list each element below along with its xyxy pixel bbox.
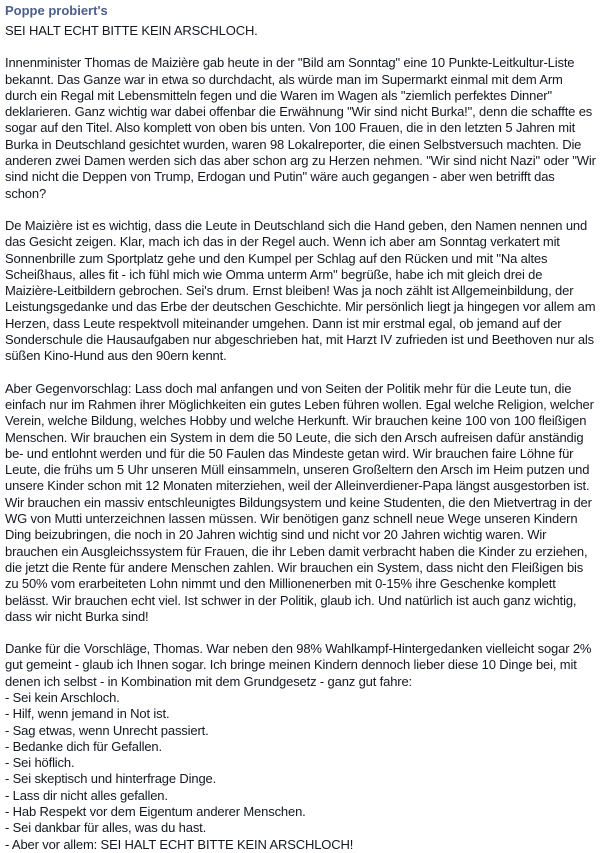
paragraph: Danke für die Vorschläge, Thomas. War neben den 98% Wahlkampf-Hintergedanken vielleicht sogar 2% gut gemeint - glaub ich Ihnen sogar. Ich bringe meinen Kindern dennoch lieber diese 10 Dinge bei, mit denen ich selbst - in Kombination mit dem Grundgesetz - ganz gut fahre: — [5, 641, 592, 689]
list-item: - Hab Respekt vor dem Eigentum anderer Menschen. — [5, 804, 306, 820]
spacer — [5, 365, 597, 381]
rules-list — [5, 690, 597, 853]
list-item: - Sei skeptisch und hinterfrage Dinge. — [5, 771, 217, 787]
author-name-link[interactable]: Poppe probiert's — [5, 3, 108, 18]
paragraph: Innenminister Thomas de Maizière gab heute in der "Bild am Sonntag" eine 10 Punkte-Leitkultur-Liste bekannt. Das Ganze war in etwa so durchdacht, als würde man im Supermarkt einmal mit dem Arm durch ein Regal mit Lebensmitteln fegen und die Waren im Wagen als "ziemlich perfektes Dinner" deklarieren. Ganz wichtig war dabei offenbar die Erwähnung "Wir sind nicht Burka!", denn die schaffte es sogar auf den Titel. Also komplett von oben bis unten. Von 100 Frauen, die in den letzten 5 Jahren mit Burka in Deutschland gesichtet wurden, waren 98 Lokalreporter, die einen Selbstversuch machten. Die anderen zwei Damen werden sich das aber schon arg zu Herzen nehmen. "Wir sind nicht Nazi" oder "Wir sind nicht die Deppen von Trump, Erdogan und Putin" wäre auch gegangen - aber wen betrifft das schon? — [5, 55, 596, 201]
list-item: - Hilf, wenn jemand in Not ist. — [5, 706, 170, 722]
list-item: - Lass dir nicht alles gefallen. — [5, 787, 168, 803]
post-body — [5, 23, 597, 853]
list-item: - Bedanke dich für Gefallen. — [5, 738, 162, 754]
post-headline: SEI HALT ECHT BITTE KEIN ARSCHLOCH. — [5, 23, 258, 38]
paragraph: De Maizière ist es wichtig, dass die Leute in Deutschland sich die Hand geben, den Namen nennen und das Gesicht zeigen. Klar, mach ich das in der Regel auch. Wenn ich aber am Sonntag verkatert mit Sonnenbrille zum Sportplatz gehe und den Kumpel per Schlag auf den Rücken und mit "Na altes Scheißhaus, alles fit - ich fühl mich wie Omma unterm Arm" begrüße, habe ich mit gleich drei de Maizière-Leitbildern gebrochen. Sei's drum. Ernst bleiben! Was ja noch zählt ist Allgemeinbildung, der Leistungsgedanke und das Erbe der deutschen Geschichte. Mir persönlich liegt ja hingegen vor allem am Herzen, dass Leute respektvoll miteinander umgehen. Dann ist mir erstmal egal, ob jemand auf der Sonderschule die Hausaufgaben nur abgeschrieben hat, mit Harzt IV zufrieden ist und Beethoven nur als süßen Kino-Hund aus den 90ern kennt. — [5, 217, 596, 364]
spacer — [5, 39, 597, 55]
list-item: - Aber vor allem: SEI HALT ECHT BITTE KEIN ARSCHLOCH! — [5, 836, 354, 852]
list-item: - Sei kein Arschloch. — [5, 689, 120, 705]
list-item: - Sag etwas, wenn Unrecht passiert. — [5, 722, 209, 738]
paragraph: Aber Gegenvorschlag: Lass doch mal anfangen und von Seiten der Politik mehr für die Leute tun, die einfach nur im Rahmen ihrer Möglichkeiten ein gutes Leben führen wollen. Egal welche Religion, welcher Verein, welche Bildung, welches Hobby und welche Herkunft. Wir brauchen keine 100 von 100 fleißigen Menschen. Wir brauchen ein System in dem die 50 Leute, die sich den Arsch aufreisen dafür anständig be- und entlohnt werden und für die 50 Faulen das Mindeste getan wird. Wir brauchen faire Löhne für Leute, die frühs um 5 Uhr unseren Müll einsammeln, unseren Großeltern den Arsch im Heim putzen und unsere Kinder schon mit 12 Monaten miterziehen, weil der Alleinverdiener-Papa längst ausgestorben ist. Wir brauchen ein massiv entschleunigtes Bildungsystem und keine Studenten, die den Mietvertrag in der WG von Mutti unterzeichnen lassen müssen. Wir benötigen ganz schnell neue Wege unseren Kindern Ding beizubringen, die noch in 20 Jahren wichtig sind und nicht vor 20 Jahren wichtig waren. Wir brauchen ein Ausgleichssystem für Frauen, die ihr Leben damit verbracht haben die Kinder zu erziehen, die jetzt die Rente für andere Menschen zahlen. Wir brauchen ein System, dass nicht den Fleißigen bis zu 50% vom erarbeiteten Lohn nimmt und den Millionenerben mit 0-15% ihre Geschenke komplett belässt. Wir brauchen echt viel. Ist schwer in der Politik, glaub ich. Und natürlich ist auch ganz wichtig, dass wir nicht Burka sind! — [5, 380, 594, 624]
list-item: - Sei dankbar für alles, was du hast. — [5, 820, 207, 836]
list-item: - Sei höflich. — [5, 755, 75, 771]
post — [5, 0, 597, 853]
spacer — [5, 202, 597, 218]
spacer — [5, 625, 597, 641]
